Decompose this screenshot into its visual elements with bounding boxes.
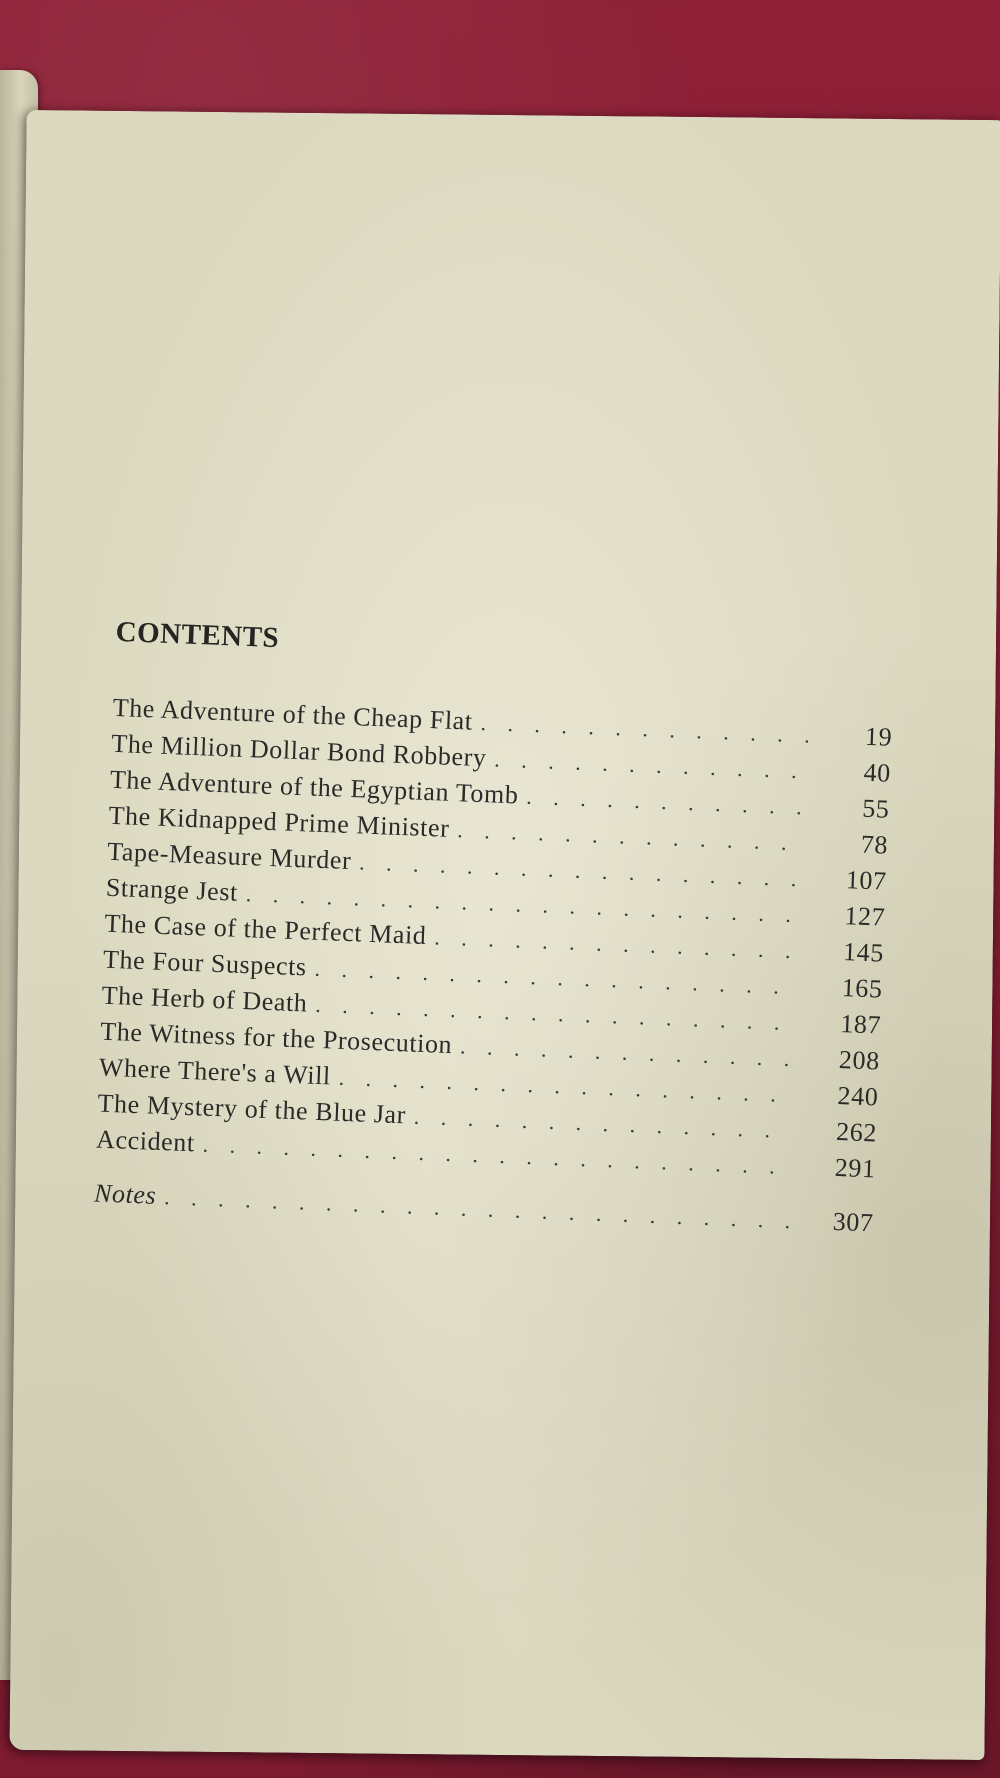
toc-entry-page: 145 [842, 937, 885, 968]
toc-entry-notes [93, 1178, 874, 1244]
book-page [9, 110, 1000, 1760]
dot-leader [526, 784, 806, 821]
toc-entry-title: The Case of the Perfect Maid [103, 908, 428, 951]
toc-entry-title: The Witness for the Prosecution [99, 1016, 453, 1060]
notes-page: 307 [832, 1206, 875, 1238]
toc-entry-page: 240 [837, 1080, 879, 1112]
toc-entry-page: 208 [838, 1044, 881, 1076]
toc-entry-page: 262 [835, 1116, 878, 1148]
toc-entry-page: 55 [861, 793, 891, 824]
dot-leader [480, 710, 809, 749]
toc-entry-title: The Mystery of the Blue Jar [97, 1088, 407, 1130]
toc-entry-page: 127 [843, 901, 886, 932]
toc-entry-title: The Kidnapped Prime Minister [108, 800, 450, 843]
toc-entry-page: 291 [834, 1152, 877, 1184]
toc-entry-page: 165 [841, 973, 884, 1004]
toc-entry-page: 78 [860, 829, 889, 860]
toc-entry-title: The Four Suspects [102, 944, 308, 982]
toc-entry-title: The Million Dollar Bond Robbery [110, 728, 488, 773]
toc-entry-title: The Adventure of the Egyptian Tomb [109, 764, 520, 810]
toc-entry-page: 107 [845, 865, 888, 896]
toc-entry-title: The Herb of Death [101, 980, 309, 1018]
toc-entry-page: 187 [839, 1009, 882, 1040]
toc-entry-page: 19 [864, 721, 893, 752]
toc-entry-page: 40 [863, 757, 892, 788]
dot-leader [164, 1184, 790, 1234]
toc-entry-title: Strange Jest [105, 872, 239, 907]
notes-title: Notes [93, 1178, 157, 1210]
contents-heading: CONTENTS [115, 615, 280, 655]
toc-entry-title: Tape-Measure Murder [106, 836, 352, 876]
toc-list [93, 693, 892, 1245]
table-of-contents [93, 616, 895, 1245]
toc-entry-title: Accident [95, 1124, 196, 1158]
toc-entry-title: Where There's a Will [98, 1052, 332, 1091]
toc-entry-title: The Adventure of the Cheap Flat [112, 692, 474, 736]
